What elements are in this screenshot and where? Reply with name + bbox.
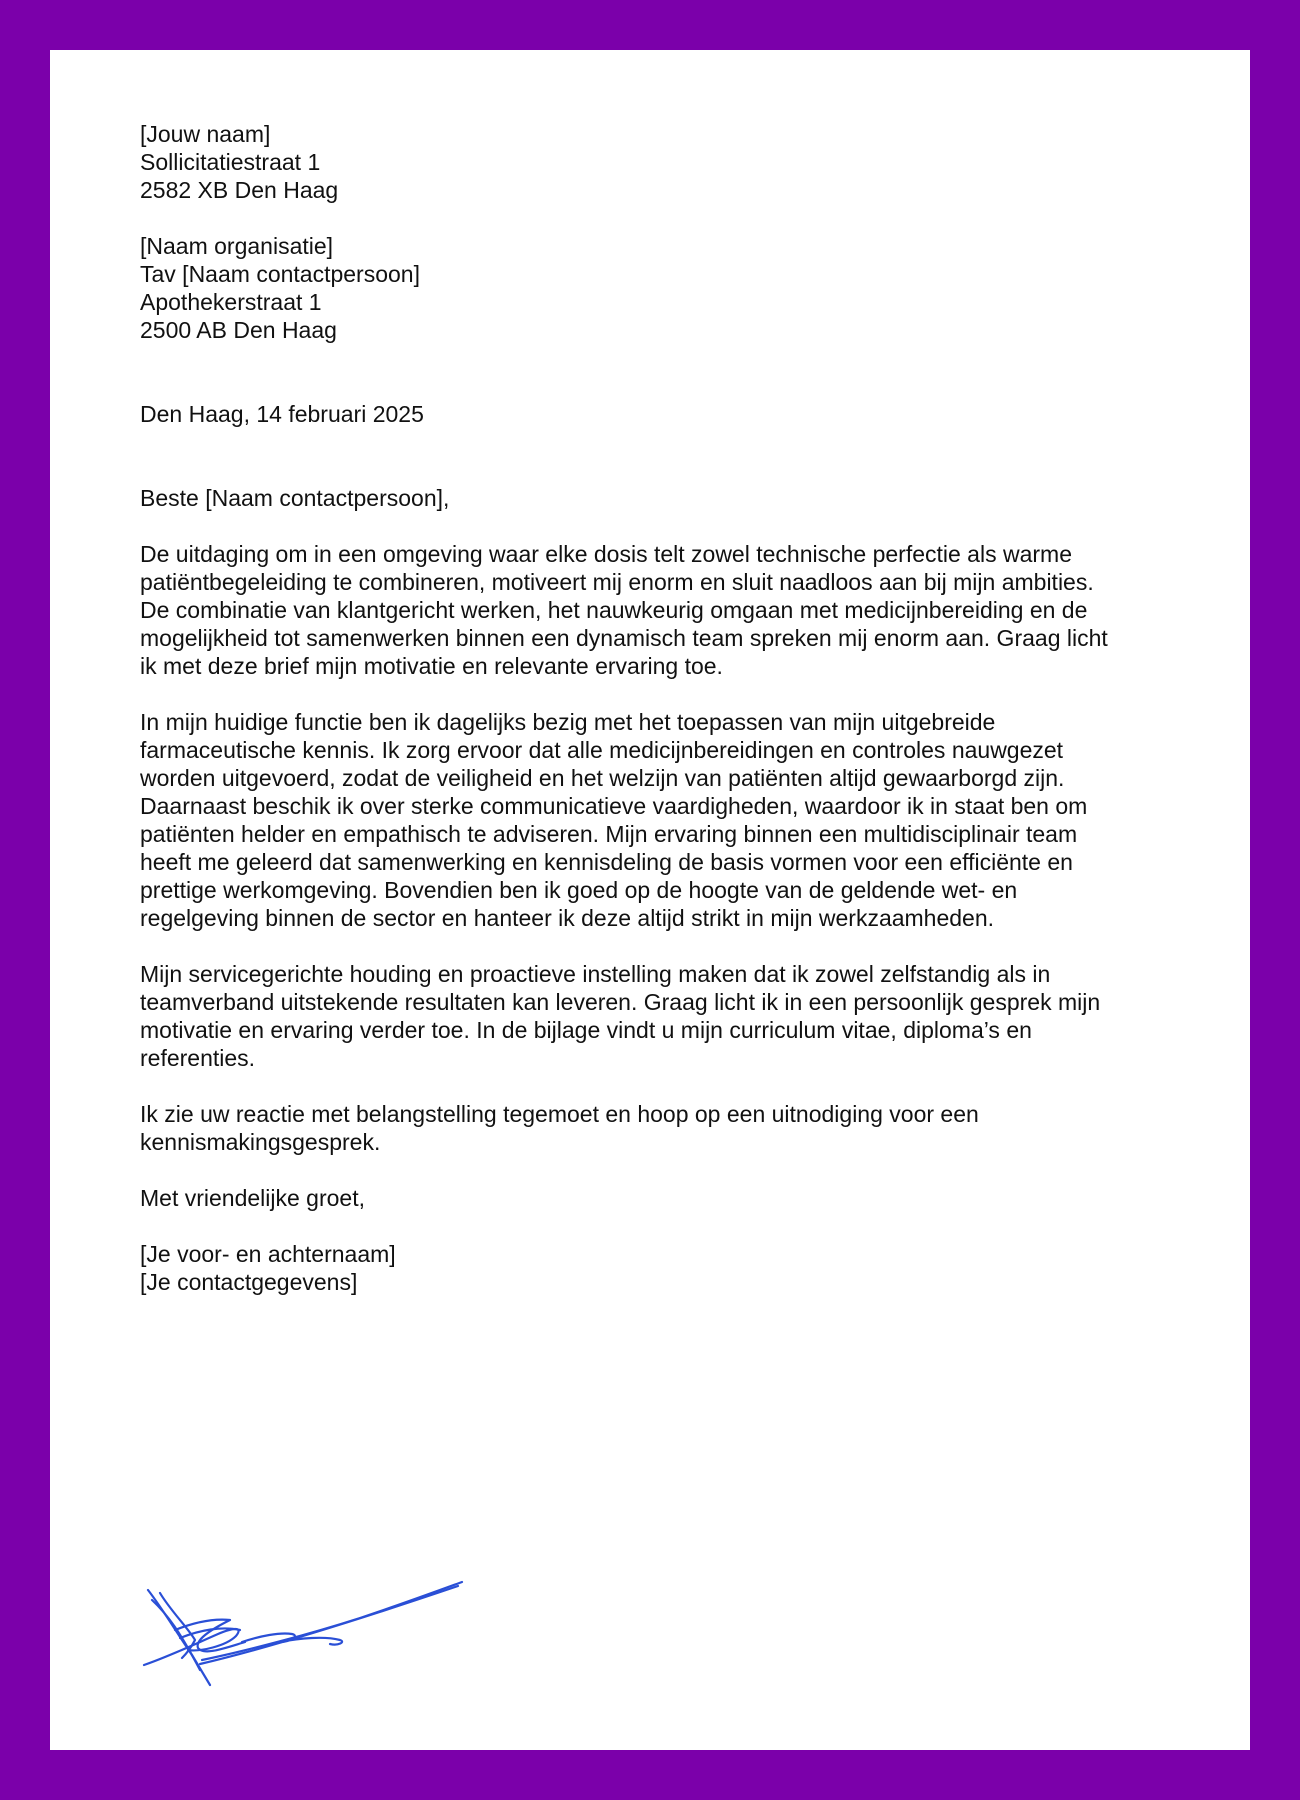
- paragraph-line: regelgeving binnen de sector en hanteer ik deze altijd strikt in mijn werkzaamheden.: [140, 905, 995, 931]
- recipient-city: 2500 AB Den Haag: [140, 317, 337, 343]
- sender-address: [140, 120, 1220, 204]
- signoff: [140, 1240, 1220, 1296]
- letter-content: [140, 120, 1220, 1296]
- paragraph-line: referenties.: [140, 1045, 256, 1071]
- sender-name: [Jouw naam]: [140, 121, 271, 147]
- letter-date: [140, 400, 1220, 428]
- recipient-street: Apothekerstraat 1: [140, 289, 322, 315]
- salutation-line: Beste [Naam contactpersoon],: [140, 485, 450, 511]
- paragraph-line: teamverband uitstekende resultaten kan leveren. Graag licht ik in een persoonlijk gesprek mijn: [140, 989, 1101, 1015]
- paragraph-line: farmaceutische kennis. Ik zorg ervoor dat alle medicijnbereidingen en controles nauwgezet: [140, 737, 1064, 763]
- paragraph-line: heeft me geleerd dat samenwerking en kennisdeling de basis vormen voor een efficiënte en: [140, 849, 1073, 875]
- closing-line: Met vriendelijke groet,: [140, 1185, 365, 1211]
- paragraph-line: ik met deze brief mijn motivatie en relevante ervaring toe.: [140, 653, 723, 679]
- paragraph-2: [140, 708, 1220, 932]
- paragraph-3: [140, 960, 1220, 1072]
- salutation: [140, 484, 1220, 512]
- letter-page: [50, 50, 1250, 1750]
- date-line: Den Haag, 14 februari 2025: [140, 401, 424, 427]
- sender-city: 2582 XB Den Haag: [140, 177, 339, 203]
- paragraph-line: De uitdaging om in een omgeving waar elke dosis telt zowel technische perfectie als warme: [140, 541, 1072, 567]
- paragraph-line: prettige werkomgeving. Bovendien ben ik goed op de hoogte van de geldende wet- en: [140, 877, 1018, 903]
- paragraph-line: kennismakingsgesprek.: [140, 1129, 381, 1155]
- recipient-address: [140, 232, 1220, 344]
- signoff-contact: [Je contactgegevens]: [140, 1269, 358, 1295]
- paragraph-1: [140, 540, 1220, 680]
- paragraph-line: worden uitgevoerd, zodat de veiligheid en het welzijn van patiënten altijd gewaarborgd zijn.: [140, 765, 1065, 791]
- paragraph-line: patiëntbegeleiding te combineren, motiveert mij enorm en sluit naadloos aan bij mijn ambities.: [140, 569, 1094, 595]
- paragraph-4: [140, 1100, 1220, 1156]
- paragraph-line: Daarnaast beschik ik over sterke communicatieve vaardigheden, waardoor ik in staat ben om: [140, 793, 1088, 819]
- recipient-contact: Tav [Naam contactpersoon]: [140, 261, 420, 287]
- paragraph-line: Ik zie uw reactie met belangstelling tegemoet en hoop op een uitnodiging voor een: [140, 1101, 979, 1127]
- handwritten-signature: [140, 1560, 470, 1700]
- paragraph-line: motivatie en ervaring verder toe. In de bijlage vindt u mijn curriculum vitae, diploma’s en: [140, 1017, 1032, 1043]
- paragraph-line: In mijn huidige functie ben ik dagelijks bezig met het toepassen van mijn uitgebreide: [140, 709, 996, 735]
- paragraph-line: De combinatie van klantgericht werken, het nauwkeurig omgaan met medicijnbereiding en de: [140, 597, 1088, 623]
- paragraph-line: patiënten helder en empathisch te adviseren. Mijn ervaring binnen een multidisciplinair team: [140, 821, 1078, 847]
- paragraph-line: Mijn servicegerichte houding en proactieve instelling maken dat ik zowel zelfstandig als in: [140, 961, 1051, 987]
- recipient-organisation: [Naam organisatie]: [140, 233, 334, 259]
- signoff-name: [Je voor- en achternaam]: [140, 1241, 396, 1267]
- closing: [140, 1184, 1220, 1212]
- paragraph-line: mogelijkheid tot samenwerken binnen een dynamisch team spreken mij enorm aan. Graag licht: [140, 625, 1108, 651]
- sender-street: Sollicitatiestraat 1: [140, 149, 321, 175]
